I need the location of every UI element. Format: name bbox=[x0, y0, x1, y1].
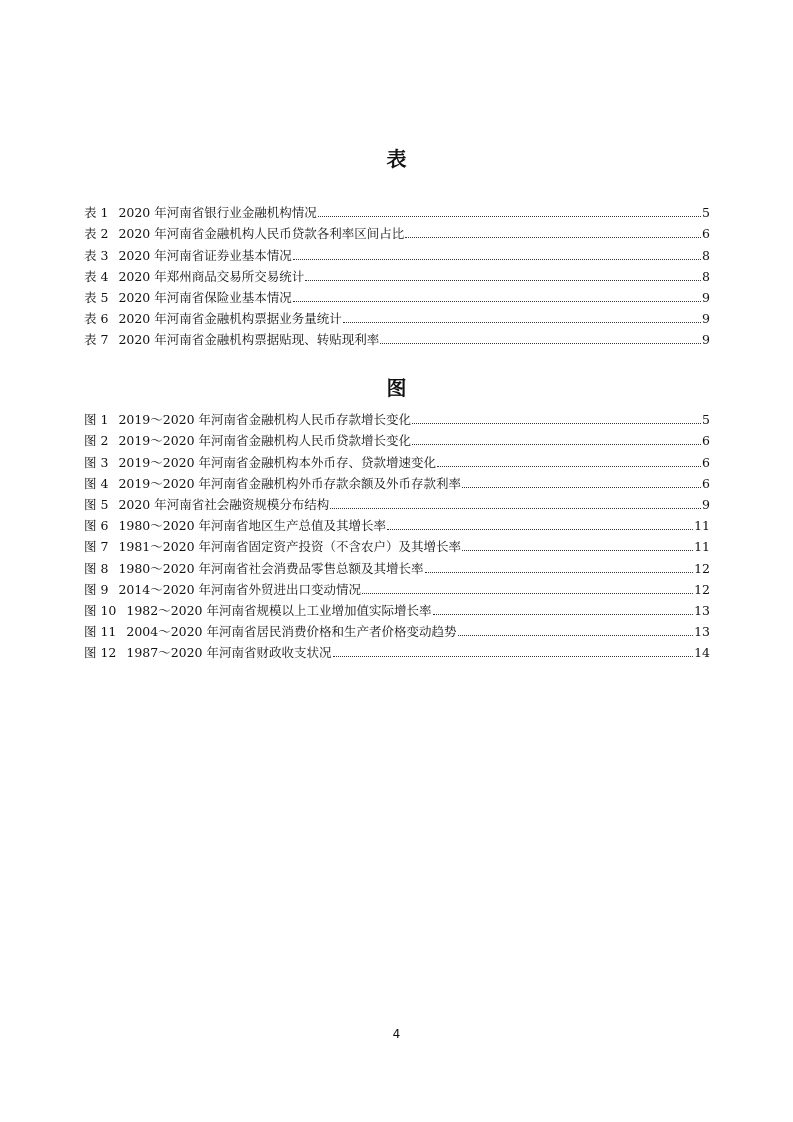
toc-entry-title: 2019～2020 年河南省金融机构人民币贷款增长变化 bbox=[118, 433, 412, 449]
toc-entry[interactable] bbox=[84, 285, 710, 306]
dot-leader bbox=[362, 593, 693, 594]
toc-entry-number: 表 1 bbox=[84, 205, 109, 221]
toc-entry-title: 2020 年河南省银行业金融机构情况 bbox=[118, 205, 317, 221]
dot-leader bbox=[380, 343, 701, 344]
toc-entry[interactable] bbox=[84, 242, 710, 263]
toc-entry[interactable] bbox=[84, 534, 710, 555]
toc-entry[interactable] bbox=[84, 640, 710, 661]
dot-leader bbox=[318, 216, 701, 217]
dot-leader bbox=[412, 423, 701, 424]
toc-entry-number: 表 6 bbox=[84, 311, 109, 327]
tables-toc-list bbox=[84, 200, 710, 348]
toc-entry-number: 图 9 bbox=[84, 581, 109, 597]
toc-entry[interactable] bbox=[84, 471, 710, 492]
toc-entry-number: 图 12 bbox=[84, 645, 117, 661]
toc-entry-title: 2019～2020 年河南省金融机构外币存款余额及外币存款利率 bbox=[118, 475, 462, 491]
toc-entry[interactable] bbox=[84, 264, 710, 285]
toc-entry-page: 6 bbox=[702, 454, 710, 470]
toc-entry-title: 1987～2020 年河南省财政收支状况 bbox=[126, 645, 332, 661]
toc-entry-number: 图 1 bbox=[84, 412, 109, 428]
toc-entry-page: 9 bbox=[702, 332, 710, 348]
dot-leader bbox=[412, 444, 701, 445]
toc-entry-title: 2004～2020 年河南省居民消费价格和生产者价格变动趋势 bbox=[126, 624, 457, 640]
toc-entry[interactable] bbox=[84, 428, 710, 449]
toc-entry-title: 2019～2020 年河南省金融机构本外币存、贷款增速变化 bbox=[118, 454, 437, 470]
toc-entry-title: 1982～2020 年河南省规模以上工业增加值实际增长率 bbox=[126, 602, 432, 618]
toc-entry-number: 图 8 bbox=[84, 560, 109, 576]
toc-entry-page: 14 bbox=[694, 645, 710, 661]
dot-leader bbox=[293, 259, 701, 260]
toc-entry-title: 2020 年河南省证券业基本情况 bbox=[118, 247, 292, 263]
dot-leader bbox=[330, 508, 701, 509]
tables-section-title: 表 bbox=[386, 147, 407, 171]
dot-leader bbox=[293, 301, 701, 302]
toc-entry[interactable] bbox=[84, 327, 710, 348]
dot-leader bbox=[343, 322, 701, 323]
toc-entry-page: 9 bbox=[702, 289, 710, 305]
toc-entry-number: 图 5 bbox=[84, 496, 109, 512]
toc-entry-page: 11 bbox=[694, 518, 710, 534]
dot-leader bbox=[458, 635, 694, 636]
toc-entry-number: 图 7 bbox=[84, 539, 109, 555]
toc-entry-title: 2019～2020 年河南省金融机构人民币存款增长变化 bbox=[118, 412, 412, 428]
toc-entry[interactable] bbox=[84, 619, 710, 640]
toc-entry-page: 12 bbox=[694, 581, 710, 597]
toc-entry-page: 13 bbox=[694, 624, 710, 640]
toc-entry-number: 图 10 bbox=[84, 602, 117, 618]
toc-entry-page: 5 bbox=[702, 205, 710, 221]
toc-entry[interactable] bbox=[84, 306, 710, 327]
toc-entry-title: 1981～2020 年河南省固定资产投资（不含农户）及其增长率 bbox=[118, 539, 462, 555]
toc-entry[interactable] bbox=[84, 221, 710, 242]
toc-entry-page: 8 bbox=[702, 247, 710, 263]
dot-leader bbox=[462, 487, 701, 488]
toc-entry[interactable] bbox=[84, 449, 710, 470]
toc-entry-number: 表 5 bbox=[84, 289, 109, 305]
toc-entry-page: 9 bbox=[702, 311, 710, 327]
toc-entry-page: 13 bbox=[694, 602, 710, 618]
toc-entry-page: 12 bbox=[694, 560, 710, 576]
page-number: 4 bbox=[392, 1027, 401, 1041]
toc-entry[interactable] bbox=[84, 598, 710, 619]
toc-entry[interactable] bbox=[84, 513, 710, 534]
toc-entry-page: 5 bbox=[702, 412, 710, 428]
toc-entry-title: 1980～2020 年河南省地区生产总值及其增长率 bbox=[118, 518, 387, 534]
toc-entry-title: 2020 年河南省金融机构票据业务量统计 bbox=[118, 311, 342, 327]
toc-entry-title: 1980～2020 年河南省社会消费品零售总额及其增长率 bbox=[118, 560, 424, 576]
toc-entry[interactable] bbox=[84, 492, 710, 513]
toc-entry-number: 表 3 bbox=[84, 247, 109, 263]
toc-entry-number: 图 2 bbox=[84, 433, 109, 449]
toc-entry-number: 图 6 bbox=[84, 518, 109, 534]
toc-entry-page: 11 bbox=[694, 539, 710, 555]
toc-entry-number: 图 11 bbox=[84, 624, 117, 640]
toc-entry-title: 2020 年河南省社会融资规模分布结构 bbox=[118, 496, 330, 512]
dot-leader bbox=[462, 550, 693, 551]
toc-entry-page: 6 bbox=[702, 433, 710, 449]
toc-entry[interactable] bbox=[84, 407, 710, 428]
toc-entry-page: 6 bbox=[702, 475, 710, 491]
toc-entry[interactable] bbox=[84, 577, 710, 598]
figures-section-title: 图 bbox=[386, 376, 407, 400]
toc-entry-number: 图 3 bbox=[84, 454, 109, 470]
dot-leader bbox=[433, 614, 694, 615]
toc-entry-number: 表 2 bbox=[84, 226, 109, 242]
dot-leader bbox=[333, 656, 694, 657]
toc-entry-title: 2020 年河南省金融机构票据贴现、转贴现利率 bbox=[118, 332, 380, 348]
dot-leader bbox=[305, 280, 701, 281]
toc-entry-title: 2020 年河南省金融机构人民币贷款各利率区间占比 bbox=[118, 226, 405, 242]
toc-entry[interactable] bbox=[84, 555, 710, 576]
dot-leader bbox=[405, 237, 701, 238]
toc-entry-page: 8 bbox=[702, 268, 710, 284]
toc-entry-title: 2020 年河南省保险业基本情况 bbox=[118, 289, 292, 305]
figures-toc-list bbox=[84, 407, 710, 661]
toc-entry-page: 6 bbox=[702, 226, 710, 242]
toc-entry-number: 图 4 bbox=[84, 475, 109, 491]
toc-entry-number: 表 4 bbox=[84, 268, 109, 284]
dot-leader bbox=[437, 466, 701, 467]
dot-leader bbox=[387, 529, 693, 530]
toc-entry-number: 表 7 bbox=[84, 332, 109, 348]
toc-entry-page: 9 bbox=[702, 496, 710, 512]
toc-entry[interactable] bbox=[84, 200, 710, 221]
toc-entry-title: 2014～2020 年河南省外贸进出口变动情况 bbox=[118, 581, 362, 597]
dot-leader bbox=[425, 572, 694, 573]
toc-entry-title: 2020 年郑州商品交易所交易统计 bbox=[118, 268, 305, 284]
